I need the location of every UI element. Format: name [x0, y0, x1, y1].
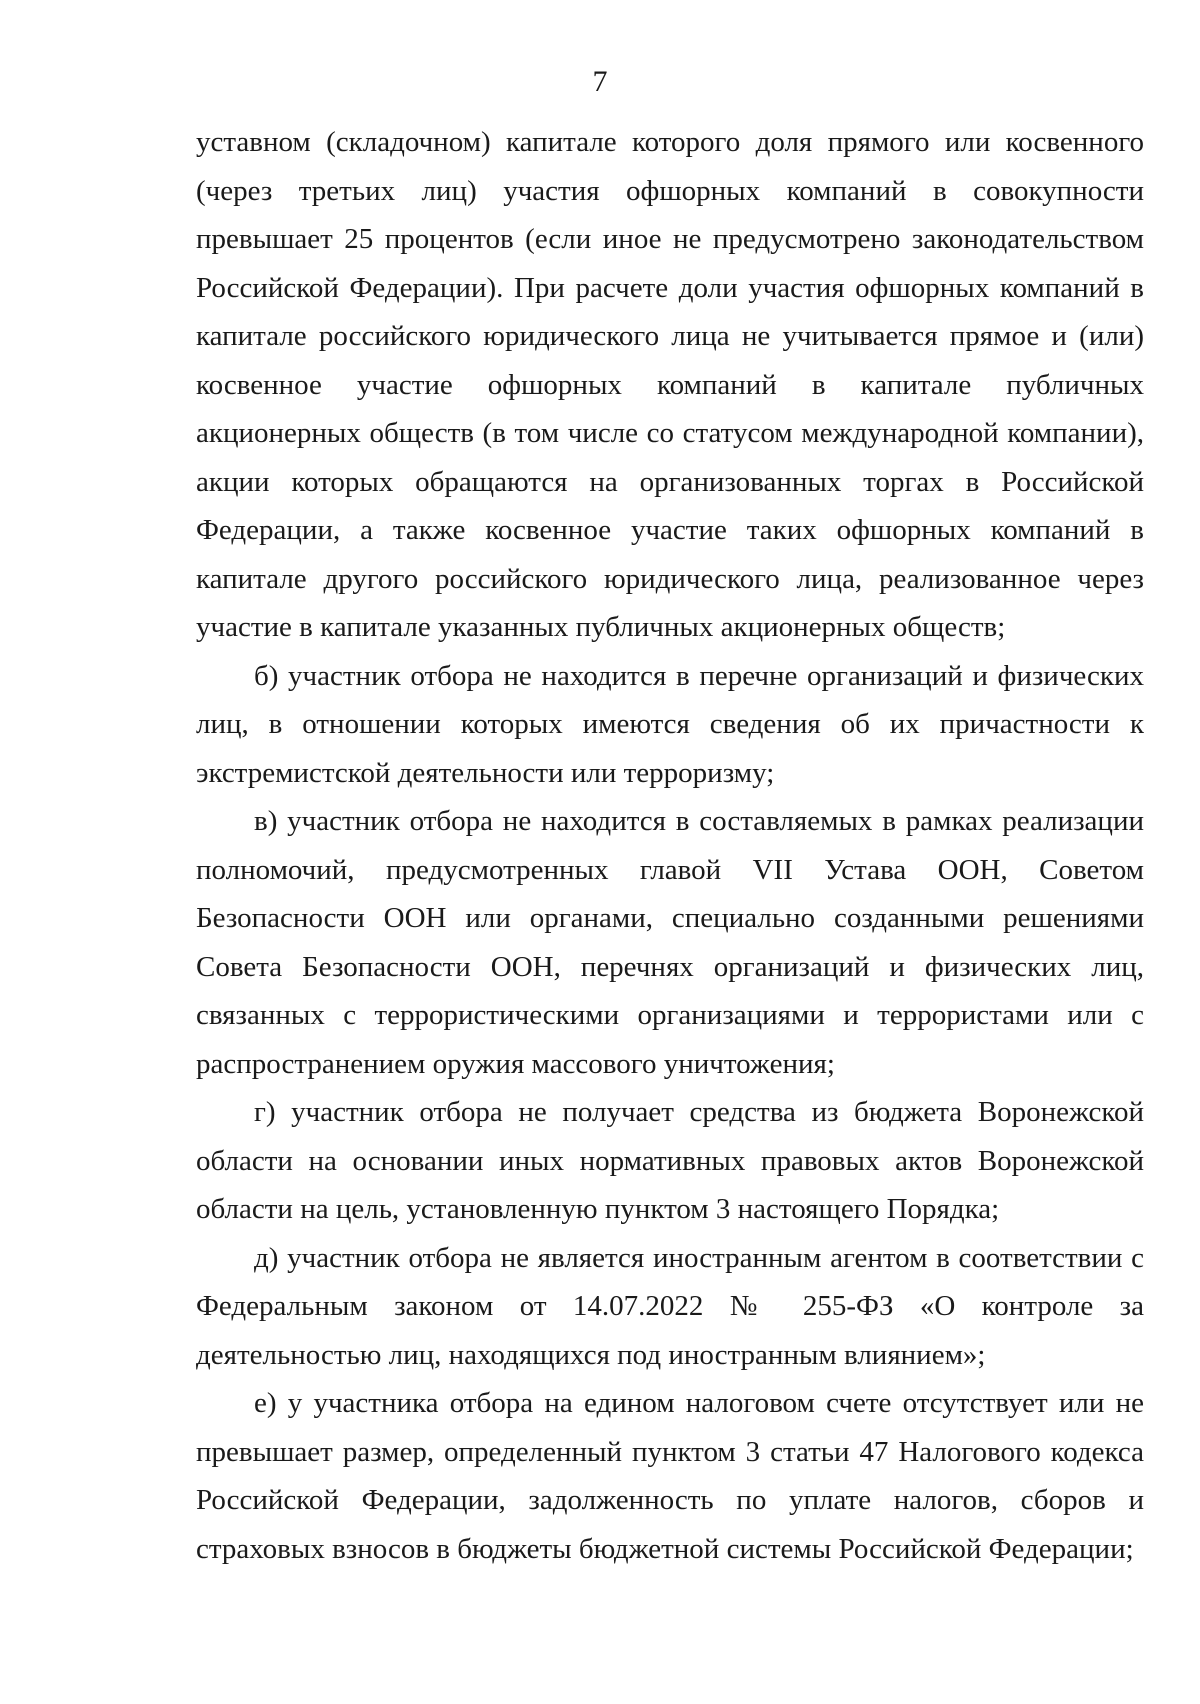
paragraph-item-v: в) участник отбора не находится в составляемых в рамках реализации полномочий, предусмотренных главой VII Устава ООН, Советом Безопасности ООН или органами, специально созданными решениями Совета Безопасности ООН, перечнях организаций и физических лиц, связанных с террористическими организациями и террористами или с распространением оружия массового уничтожения;: [196, 805, 1144, 1080]
paragraph-item-g: г) участник отбора не получает средства из бюджета Воронежской области на основании иных нормативных правовых актов Воронежской области на цель, установленную пунктом 3 настоящего Порядка;: [196, 1096, 1144, 1225]
paragraph-item-d: д) участник отбора не является иностранным агентом в соответствии с Федеральным законом от 14.07.2022 № 255-ФЗ «О контроле за деятельностью лиц, находящихся под иностранным влиянием»;: [196, 1241, 1144, 1371]
page-number: 7: [592, 65, 608, 98]
paragraph-continuation: уставном (складочном) капитале которого доля прямого или косвенного (через третьих лиц) участия офшорных компаний в совокупности превышает 25 процентов (если иное не предусмотрено законодательством Российской Федерации). При расчете доли участия офшорных компаний в капитале российского юридического лица не учитывается прямое и (или) косвенное участие офшорных компаний в капитале публичных акционерных обществ (в том числе со статусом международной компании), акции которых обращаются на организованных торгах в Российской Федерации, а также косвенное участие таких офшорных компаний в капитале другого российского юридического лица, реализованное через участие в капитале указанных публичных акционерных обществ;: [196, 126, 1144, 643]
document-body: [196, 118, 1144, 1573]
paragraph-item-e: е) у участника отбора на едином налоговом счете отсутствует или не превышает размер, определенный пунктом 3 статьи 47 Налогового кодекса Российской Федерации, задолженность по уплате налогов, сборов и страховых взносов в бюджеты бюджетной системы Российской Федерации;: [196, 1387, 1144, 1565]
paragraph-item-b: б) участник отбора не находится в перечне организаций и физических лиц, в отношении которых имеются сведения об их причастности к экстремистской деятельности или терроризму;: [196, 659, 1144, 789]
